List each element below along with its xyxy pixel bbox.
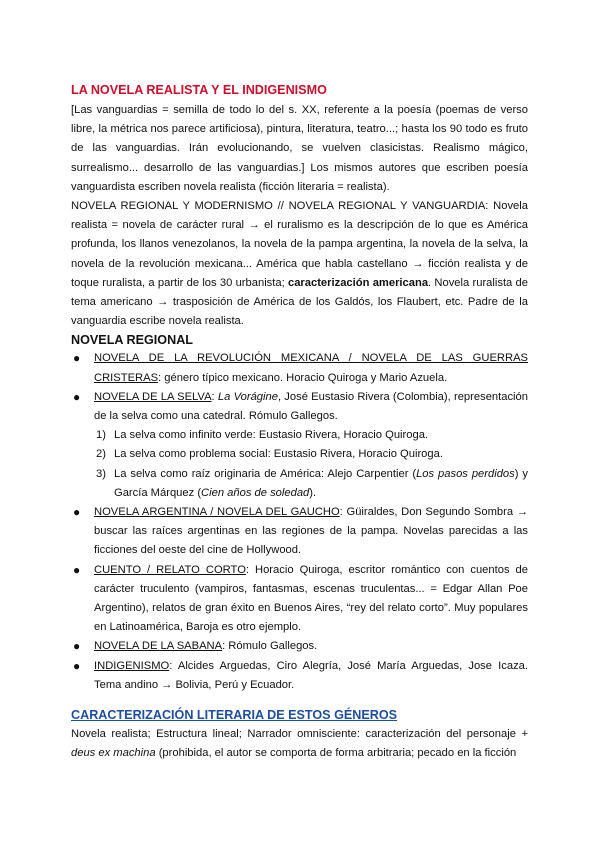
item-text: : Rómulo Gallegos. xyxy=(222,640,318,653)
item-title: NOVELA DE LA SELVA xyxy=(94,390,212,403)
paragraph-novela-regional xyxy=(71,197,528,331)
list-item-selva xyxy=(71,388,528,503)
bullet-icon: ● xyxy=(73,658,81,673)
paragraph-text: Novela realista; Estructura lineal; Narrador omnisciente: caracterización del personaje + xyxy=(71,728,528,741)
item-text: : Alcides Arguedas, Ciro Alegría, José María Arguedas, Jose Icaza. Tema andino → Bolivia, Perú y Ecuador. xyxy=(94,659,528,691)
item-title: CUENTO / RELATO CORTO xyxy=(94,563,246,576)
bullet-icon: ● xyxy=(73,562,81,577)
work-title: La Vorágine xyxy=(217,390,278,403)
list-item-gaucho xyxy=(71,503,528,561)
bold-phrase: caracterización americana xyxy=(287,276,429,289)
item-text: : Güiraldes, Don Segundo Sombra → buscar las raíces argentinas en las regiones de la pampa. Novelas parecidas a las ficciones del oeste del cine de Hollywood. xyxy=(94,506,528,557)
bullet-icon: ● xyxy=(73,505,81,520)
item-title: NOVELA ARGENTINA / NOVELA DEL GAUCHO xyxy=(94,506,340,519)
list-item-indigenismo xyxy=(71,657,528,695)
paragraph-text: NOVELA REGIONAL Y MODERNISMO // NOVELA REGIONAL Y VANGUARDIA: Novela realista = novela de carácter rural → el ruralismo es la descripción de lo que es América profunda, los llanos venezolanos, la novela de la pampa argentina, la novela de la selva, la novela de la revolución mexicana... América que habla castellano → ficción realista y de toque ruralista, a partir de los 30 urbanista; xyxy=(71,200,528,289)
sublist-number: 1) xyxy=(96,429,106,442)
heading-novela-realista: LA NOVELA REALISTA Y EL INDIGENISMO xyxy=(71,83,327,97)
sublist-item xyxy=(96,445,528,464)
item-text: , José Eustasio Rivera (Colombia), representación de la selva como una catedral. Rómulo Gallegos. xyxy=(94,390,528,423)
item-text: : Horacio Quiroga, escritor romántico con cuentos de carácter truculento (vampiros, fantasmas, escenas truculentas... = Edgar Allan Poe Argentino), relatos de gran éxito en Buenos Aires, “rey del relato corto”. Muy populares en Latinoamérica, Baroja es otro ejemplo. xyxy=(94,563,528,634)
sublist-number: 3) xyxy=(96,467,106,480)
subheading-novela-regional: NOVELA REGIONAL xyxy=(71,333,193,348)
paragraph-text: . Novela ruralista de tema americano → trasposición de América de los Galdós, los Flaubert, etc. Padre de la vanguardia escribe novela realista. xyxy=(71,276,528,328)
selva-sublist xyxy=(94,426,528,503)
bullet-icon: ● xyxy=(73,639,81,654)
genre-list xyxy=(71,349,528,695)
paragraph-text: (prohibida, el autor se comporta de forma arbitraria; pecado en la ficción xyxy=(155,747,517,760)
sublist-item xyxy=(96,465,528,503)
item-text: : género típico mexicano. Horacio Quiroga y Mario Azuela. xyxy=(158,371,448,384)
sublist-item xyxy=(96,426,528,445)
item-separator: : xyxy=(211,390,218,403)
item-title: NOVELA DE LA SABANA xyxy=(94,640,223,653)
item-title: NOVELA DE LA REVOLUCIÓN MEXICANA / NOVELA DE LAS GUERRAS CRISTERAS xyxy=(94,352,528,384)
heading-caracterizacion: CARACTERIZACIÓN LITERARIA DE ESTOS GÉNEROS xyxy=(71,708,398,723)
sublist-text: ) y García Márquez ( xyxy=(114,467,528,499)
document-body xyxy=(71,80,528,764)
paragraph-vanguardias: [Las vanguardias = semilla de todo lo del s. XX, referente a la poesía (poemas de verso libre, la métrica nos parece artificiosa), pintura, literatura, teatro...; hasta los 90 todo es fruto de las vanguardias. Irán evolucionando, se vuelven clasicistas. Realismo mágico, surrealismo... desarrollo de las vanguardias.] Los mismos autores que escriben poesía vanguardista escriben novela realista (ficción literaria = realista). xyxy=(71,104,528,193)
work-title: Cien años de soledad xyxy=(201,486,310,499)
item-title: INDIGENISMO xyxy=(94,659,170,672)
bullet-icon: ● xyxy=(73,351,81,366)
list-item-cuento xyxy=(71,561,528,638)
bullet-icon: ● xyxy=(73,389,81,404)
work-title: Los pasos perdidos xyxy=(416,467,515,480)
list-item-sabana xyxy=(71,637,528,656)
sublist-text: La selva como infinito verde: Eustasio Rivera, Horacio Quiroga. xyxy=(114,429,429,442)
sublist-text: La selva como problema social: Eustasio Rivera, Horacio Quiroga. xyxy=(114,448,443,461)
sublist-number: 2) xyxy=(96,448,106,461)
sublist-text: ). xyxy=(309,486,317,499)
list-item-revolucion xyxy=(71,349,528,387)
italic-phrase: deus ex machina xyxy=(71,747,156,760)
sublist-text: La selva como raíz originaria de América: Alejo Carpentier ( xyxy=(114,467,417,480)
paragraph-caracterizacion xyxy=(71,725,528,763)
